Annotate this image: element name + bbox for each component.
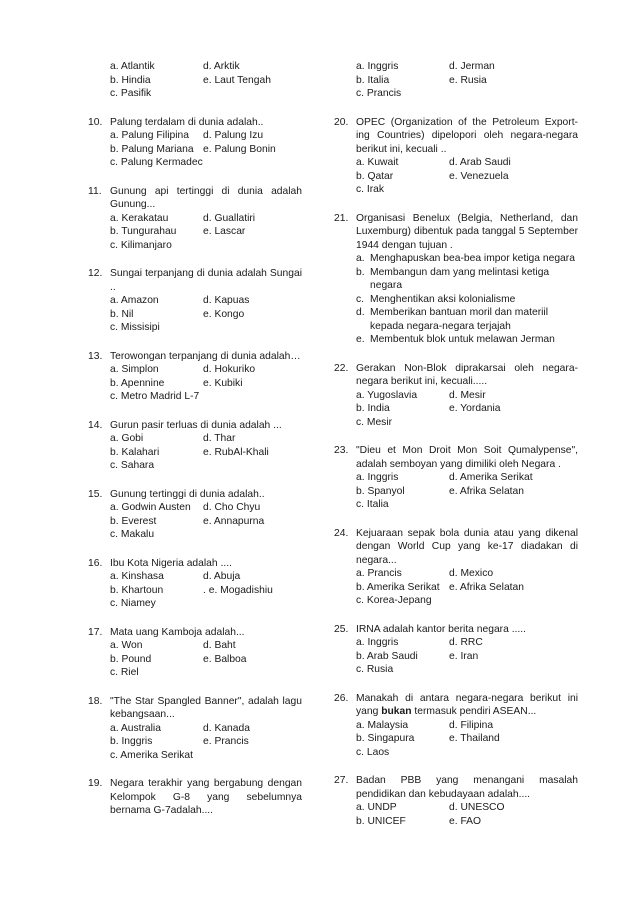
option: c. Amerika Serikat (110, 749, 193, 761)
option-row (110, 666, 302, 680)
option: b. Palung Mariana (110, 143, 194, 155)
option-row (110, 87, 302, 101)
question-number: 25. (334, 623, 349, 635)
option: d. Hokuriko (203, 364, 256, 375)
question-number: 18. (88, 695, 103, 707)
option: c. Laos (356, 746, 390, 758)
option-row (356, 594, 578, 608)
option-row (356, 293, 578, 307)
option: b. Amerika Serikat (356, 581, 440, 593)
question-stem: Terowongan terpanjang di dunia adalah… (110, 350, 301, 362)
question-number: 22. (334, 362, 349, 374)
option-row (356, 416, 578, 430)
option: d. Palung Izu (203, 130, 264, 141)
question-stem: "The Star Spangled Banner", adalah lagu kebangsaan... (110, 695, 302, 720)
question-number: 27. (334, 775, 349, 786)
question-stem: Negara terakhir yang bergabung dengan Kelompok G-8 yang sebelumnya bernama G-7adalah.... (110, 778, 302, 816)
option: a. Yugoslavia (356, 389, 418, 401)
question-block (334, 692, 578, 760)
question-header (334, 444, 578, 471)
question-block (88, 419, 302, 473)
question-stem: IRNA adalah kantor berita negara ..... (356, 623, 526, 635)
question-header (334, 527, 578, 568)
option: a. Atlantik (110, 61, 155, 72)
question-number: 20. (334, 116, 349, 128)
option: e. Prancis (203, 736, 249, 747)
option-letter: c. (356, 293, 365, 305)
question-stem: Sungai terpanjang di dunia adalah Sungai .. (110, 268, 302, 293)
question-block (88, 116, 302, 170)
option-row (356, 650, 578, 664)
option: a. Prancis (356, 568, 402, 579)
question-block (88, 350, 302, 404)
option: c. Rusia (356, 664, 394, 675)
option: a. Won (110, 640, 143, 651)
option-row (356, 815, 578, 829)
option: b. Khartoun (110, 584, 164, 596)
option-row (110, 584, 302, 598)
option-row (110, 308, 302, 322)
right-column (334, 60, 578, 843)
option: c. Riel (110, 667, 139, 678)
question-stem: Gurun pasir terluas di dunia adalah ... (110, 419, 282, 431)
option: d. Arab Saudi (449, 157, 511, 168)
question-block (88, 557, 302, 611)
option: b. India (356, 403, 390, 414)
option: b. UNICEF (356, 815, 406, 827)
option-row (356, 732, 578, 746)
option: d. Amerika Serikat (449, 472, 533, 483)
option-row (356, 156, 578, 170)
option-row (356, 252, 578, 266)
option: c. Italia (356, 499, 389, 510)
question-stem: OPEC (Organization of the Petroleum Export-ing Countries) dipelopori oleh negara-negara berikut ini, kecuali .. (356, 116, 578, 155)
option-row (356, 333, 578, 347)
option: d. Mexico (449, 568, 494, 579)
option: a. Amazon (110, 295, 159, 306)
question-block (88, 777, 302, 818)
option-row (110, 515, 302, 529)
option: e. Balboa (203, 653, 247, 665)
question-number: 15. (88, 488, 103, 500)
option-row (110, 60, 302, 74)
option: d. Thar (203, 433, 236, 444)
option-row (110, 749, 302, 763)
option-row (110, 446, 302, 460)
question-stem: Ibu Kota Nigeria adalah .... (110, 557, 232, 569)
option: d. Cho Chyu (203, 502, 261, 513)
question-number: 14. (88, 419, 103, 431)
answer-options (356, 389, 578, 430)
option-row (110, 639, 302, 653)
option: e. Palung Bonin (203, 143, 276, 155)
question-header (88, 777, 302, 818)
option-text: Membangun dam yang melintasi ketiga negara (370, 266, 550, 291)
option: a. Palung Filipina (110, 130, 189, 141)
question-stem: Badan PBB yang menangani masalah pendidikan dan kebudayaan adalah.... (356, 775, 578, 800)
option: d. Kanada (203, 722, 250, 734)
option: b. Nil (110, 308, 134, 320)
option: e. Kongo (203, 308, 245, 320)
answer-options (356, 252, 578, 347)
option: b. Hindia (110, 74, 151, 86)
question-number: 13. (88, 350, 103, 362)
question-header (88, 419, 302, 433)
option: d. Abuja (203, 571, 241, 582)
option-row (110, 653, 302, 667)
option: c. Prancis (356, 88, 402, 99)
question-number: 26. (334, 692, 349, 704)
answer-options (356, 471, 578, 512)
option: a. UNDP (356, 802, 397, 813)
option: a. Inggris (356, 61, 399, 72)
answer-options (356, 156, 578, 197)
question-stem: Gunung tertinggi di dunia adalah.. (110, 488, 265, 500)
option: b. Singapura (356, 733, 415, 744)
option-row (110, 432, 302, 446)
option-row (356, 719, 578, 733)
answer-options (110, 639, 302, 680)
question-block (88, 695, 302, 763)
option-row (356, 402, 578, 416)
question-header (334, 774, 578, 801)
option: b. Apennine (110, 377, 165, 389)
option: d. RRC (449, 637, 483, 648)
option-row (110, 735, 302, 749)
option: a. Godwin Austen (110, 502, 191, 513)
question-stem (356, 692, 578, 719)
option-row (356, 306, 578, 333)
option: a. Kerakatau (110, 212, 169, 224)
question-stem-part: Manakah di antara negara-negara berikut ini yang (356, 692, 578, 717)
option-row (110, 722, 302, 736)
option: a. Simplon (110, 364, 159, 375)
option: d. Mesir (449, 389, 486, 401)
question-block (334, 444, 578, 512)
question-block (334, 774, 578, 828)
question-stem: Palung terdalam di dunia adalah.. (110, 116, 264, 128)
option: a. Malaysia (356, 719, 409, 731)
question-block (334, 527, 578, 608)
question-block (334, 60, 578, 101)
option-row (110, 528, 302, 542)
option-row (356, 389, 578, 403)
option: a. Gobi (110, 433, 144, 444)
option-text: Membentuk blok untuk melawan Jerman (370, 334, 555, 345)
option-row (356, 183, 578, 197)
question-header (334, 362, 578, 389)
option-letter: d. (356, 307, 365, 318)
option: e. Laut Tengah (203, 74, 271, 86)
question-number: 11. (88, 185, 102, 197)
question-stem: Kejuaraan sepak bola dunia atau yang dikenal dengan World Cup yang ke-17 diadakan di negara... (356, 527, 578, 566)
question-block (334, 362, 578, 430)
option-row (110, 239, 302, 253)
question-number: 23. (334, 445, 349, 456)
option-row (110, 225, 302, 239)
question-block (88, 488, 302, 542)
option-row (356, 567, 578, 581)
question-block (334, 116, 578, 197)
option: e. Annapurna (203, 515, 265, 527)
question-header (88, 350, 302, 364)
option: e. Lascar (203, 226, 246, 237)
question-header (88, 695, 302, 722)
option-row (110, 501, 302, 515)
option-row (356, 170, 578, 184)
option: b. Everest (110, 515, 157, 527)
question-block (88, 267, 302, 335)
question-stem-part: termasuk pendiri ASEAN... (411, 706, 537, 717)
option-row (110, 459, 302, 473)
option: c. Palung Kermadec (110, 157, 203, 168)
option: e. Thailand (449, 733, 500, 744)
question-number: 24. (334, 527, 349, 539)
option: e. Rusia (449, 74, 487, 86)
option-row (356, 266, 578, 293)
option-row (356, 87, 578, 101)
option: b. Qatar (356, 170, 394, 182)
question-block (88, 626, 302, 680)
option: c. Metro Madrid L-7 (110, 391, 200, 402)
answer-options (110, 501, 302, 542)
option-row (356, 746, 578, 760)
answer-options (110, 722, 302, 763)
option: a. Inggris (356, 472, 399, 483)
question-stem: Gerakan Non-Blok diprakarsai oleh negara-negara berikut ini, kecuali..... (356, 362, 578, 387)
question-header (334, 692, 578, 719)
option: b. Spanyol (356, 485, 405, 497)
option: . e. Mogadishiu (203, 584, 273, 596)
question-number: 16. (88, 557, 103, 569)
question-header (334, 623, 578, 637)
left-column (88, 60, 302, 833)
question-block (88, 185, 302, 253)
option: c. Niamey (110, 598, 156, 609)
question-header (88, 557, 302, 571)
option: a. Inggris (356, 637, 399, 648)
question-block (88, 60, 302, 101)
option: a. Kuwait (356, 157, 399, 168)
option-row (356, 663, 578, 677)
option-row (356, 471, 578, 485)
option-row (110, 321, 302, 335)
option: c. Irak (356, 184, 385, 195)
question-header (334, 116, 578, 157)
option-letter: b. (356, 266, 365, 278)
question-stem-emphasis: bukan (381, 706, 412, 717)
option: b. Kalahari (110, 446, 160, 458)
option: e. FAO (449, 815, 482, 827)
option-row (110, 156, 302, 170)
option-row (110, 597, 302, 611)
option: c. Mesir (356, 416, 393, 428)
question-number: 10. (88, 116, 103, 128)
option-text: Memberikan bantuan moril dan materiil kepada negara-negara terjajah (370, 307, 548, 332)
question-header (88, 267, 302, 294)
answer-options (110, 129, 302, 170)
question-stem: Organisasi Benelux (Belgia, Netherland, dan Luxemburg) dibentuk pada tanggal 5 September 1944 dengan tujuan . (356, 212, 578, 251)
option: b. Inggris (110, 736, 153, 747)
option: d. Baht (203, 640, 236, 651)
question-header (88, 185, 302, 212)
option-row (356, 636, 578, 650)
option-row (110, 377, 302, 391)
option-text: Menghapuskan bea-bea impor ketiga negara (370, 253, 575, 264)
option-row (356, 60, 578, 74)
option-row (110, 143, 302, 157)
option-row (356, 801, 578, 815)
option-row (356, 74, 578, 88)
option-row (110, 212, 302, 226)
option-row (110, 74, 302, 88)
option-row (110, 363, 302, 377)
option: c. Pasifik (110, 88, 152, 99)
answer-options (356, 719, 578, 760)
answer-options (356, 567, 578, 608)
answer-options (356, 636, 578, 677)
option-row (110, 390, 302, 404)
answer-options (110, 432, 302, 473)
option: b. Italia (356, 74, 390, 86)
question-block (334, 212, 578, 347)
option: e. Venezuela (449, 170, 509, 182)
option: d. Jerman (449, 61, 495, 72)
option: c. Sahara (110, 460, 155, 471)
answer-options (110, 60, 302, 101)
question-header (88, 116, 302, 130)
answer-options (110, 363, 302, 404)
question-stem: "Dieu et Mon Droit Mon Soit Qumalypense", adalah semboyan yang dimiliki oleh Negara . (356, 445, 578, 470)
question-stem: Gunung api tertinggi di dunia adalah Gunung... (110, 185, 302, 210)
answer-options (110, 212, 302, 253)
option: b. Arab Saudi (356, 650, 418, 662)
option-row (110, 570, 302, 584)
answer-options (356, 60, 578, 101)
question-block (334, 623, 578, 677)
question-header (88, 488, 302, 502)
question-header (88, 626, 302, 640)
option: c. Missisipi (110, 322, 160, 333)
option: d. UNESCO (449, 802, 505, 813)
question-number: 12. (88, 268, 103, 279)
option: b. Pound (110, 653, 152, 665)
option: e. RubAl-Khali (203, 446, 269, 458)
option-row (356, 581, 578, 595)
option: c. Kilimanjaro (110, 239, 172, 251)
option: e. Afrika Selatan (449, 485, 524, 497)
option-row (356, 498, 578, 512)
answer-options (356, 801, 578, 828)
answer-options (110, 294, 302, 335)
question-header (334, 212, 578, 253)
question-number: 17. (88, 626, 103, 638)
question-stem: Mata uang Kamboja adalah... (110, 626, 245, 638)
option-row (356, 485, 578, 499)
option: c. Makalu (110, 529, 155, 540)
option: d. Guallatiri (203, 212, 256, 224)
option: b. Tungurahau (110, 226, 177, 237)
option: e. Iran (449, 650, 479, 662)
answer-options (110, 570, 302, 611)
question-number: 19. (88, 778, 103, 789)
option-letter: a. (356, 253, 365, 264)
option-row (110, 294, 302, 308)
option: d. Arktik (203, 61, 240, 72)
option: e. Kubiki (203, 377, 243, 389)
option: a. Australia (110, 722, 161, 734)
option: d. Filipina (449, 719, 494, 731)
option-row (110, 129, 302, 143)
option: c. Korea-Jepang (356, 595, 432, 606)
option-letter: e. (356, 334, 365, 345)
option: e. Afrika Selatan (449, 581, 524, 593)
option-text: Menghentikan aksi kolonialisme (370, 293, 516, 305)
option: e. Yordania (449, 403, 501, 414)
option: a. Kinshasa (110, 571, 164, 582)
question-number: 21. (334, 212, 349, 224)
option: d. Kapuas (203, 295, 250, 306)
